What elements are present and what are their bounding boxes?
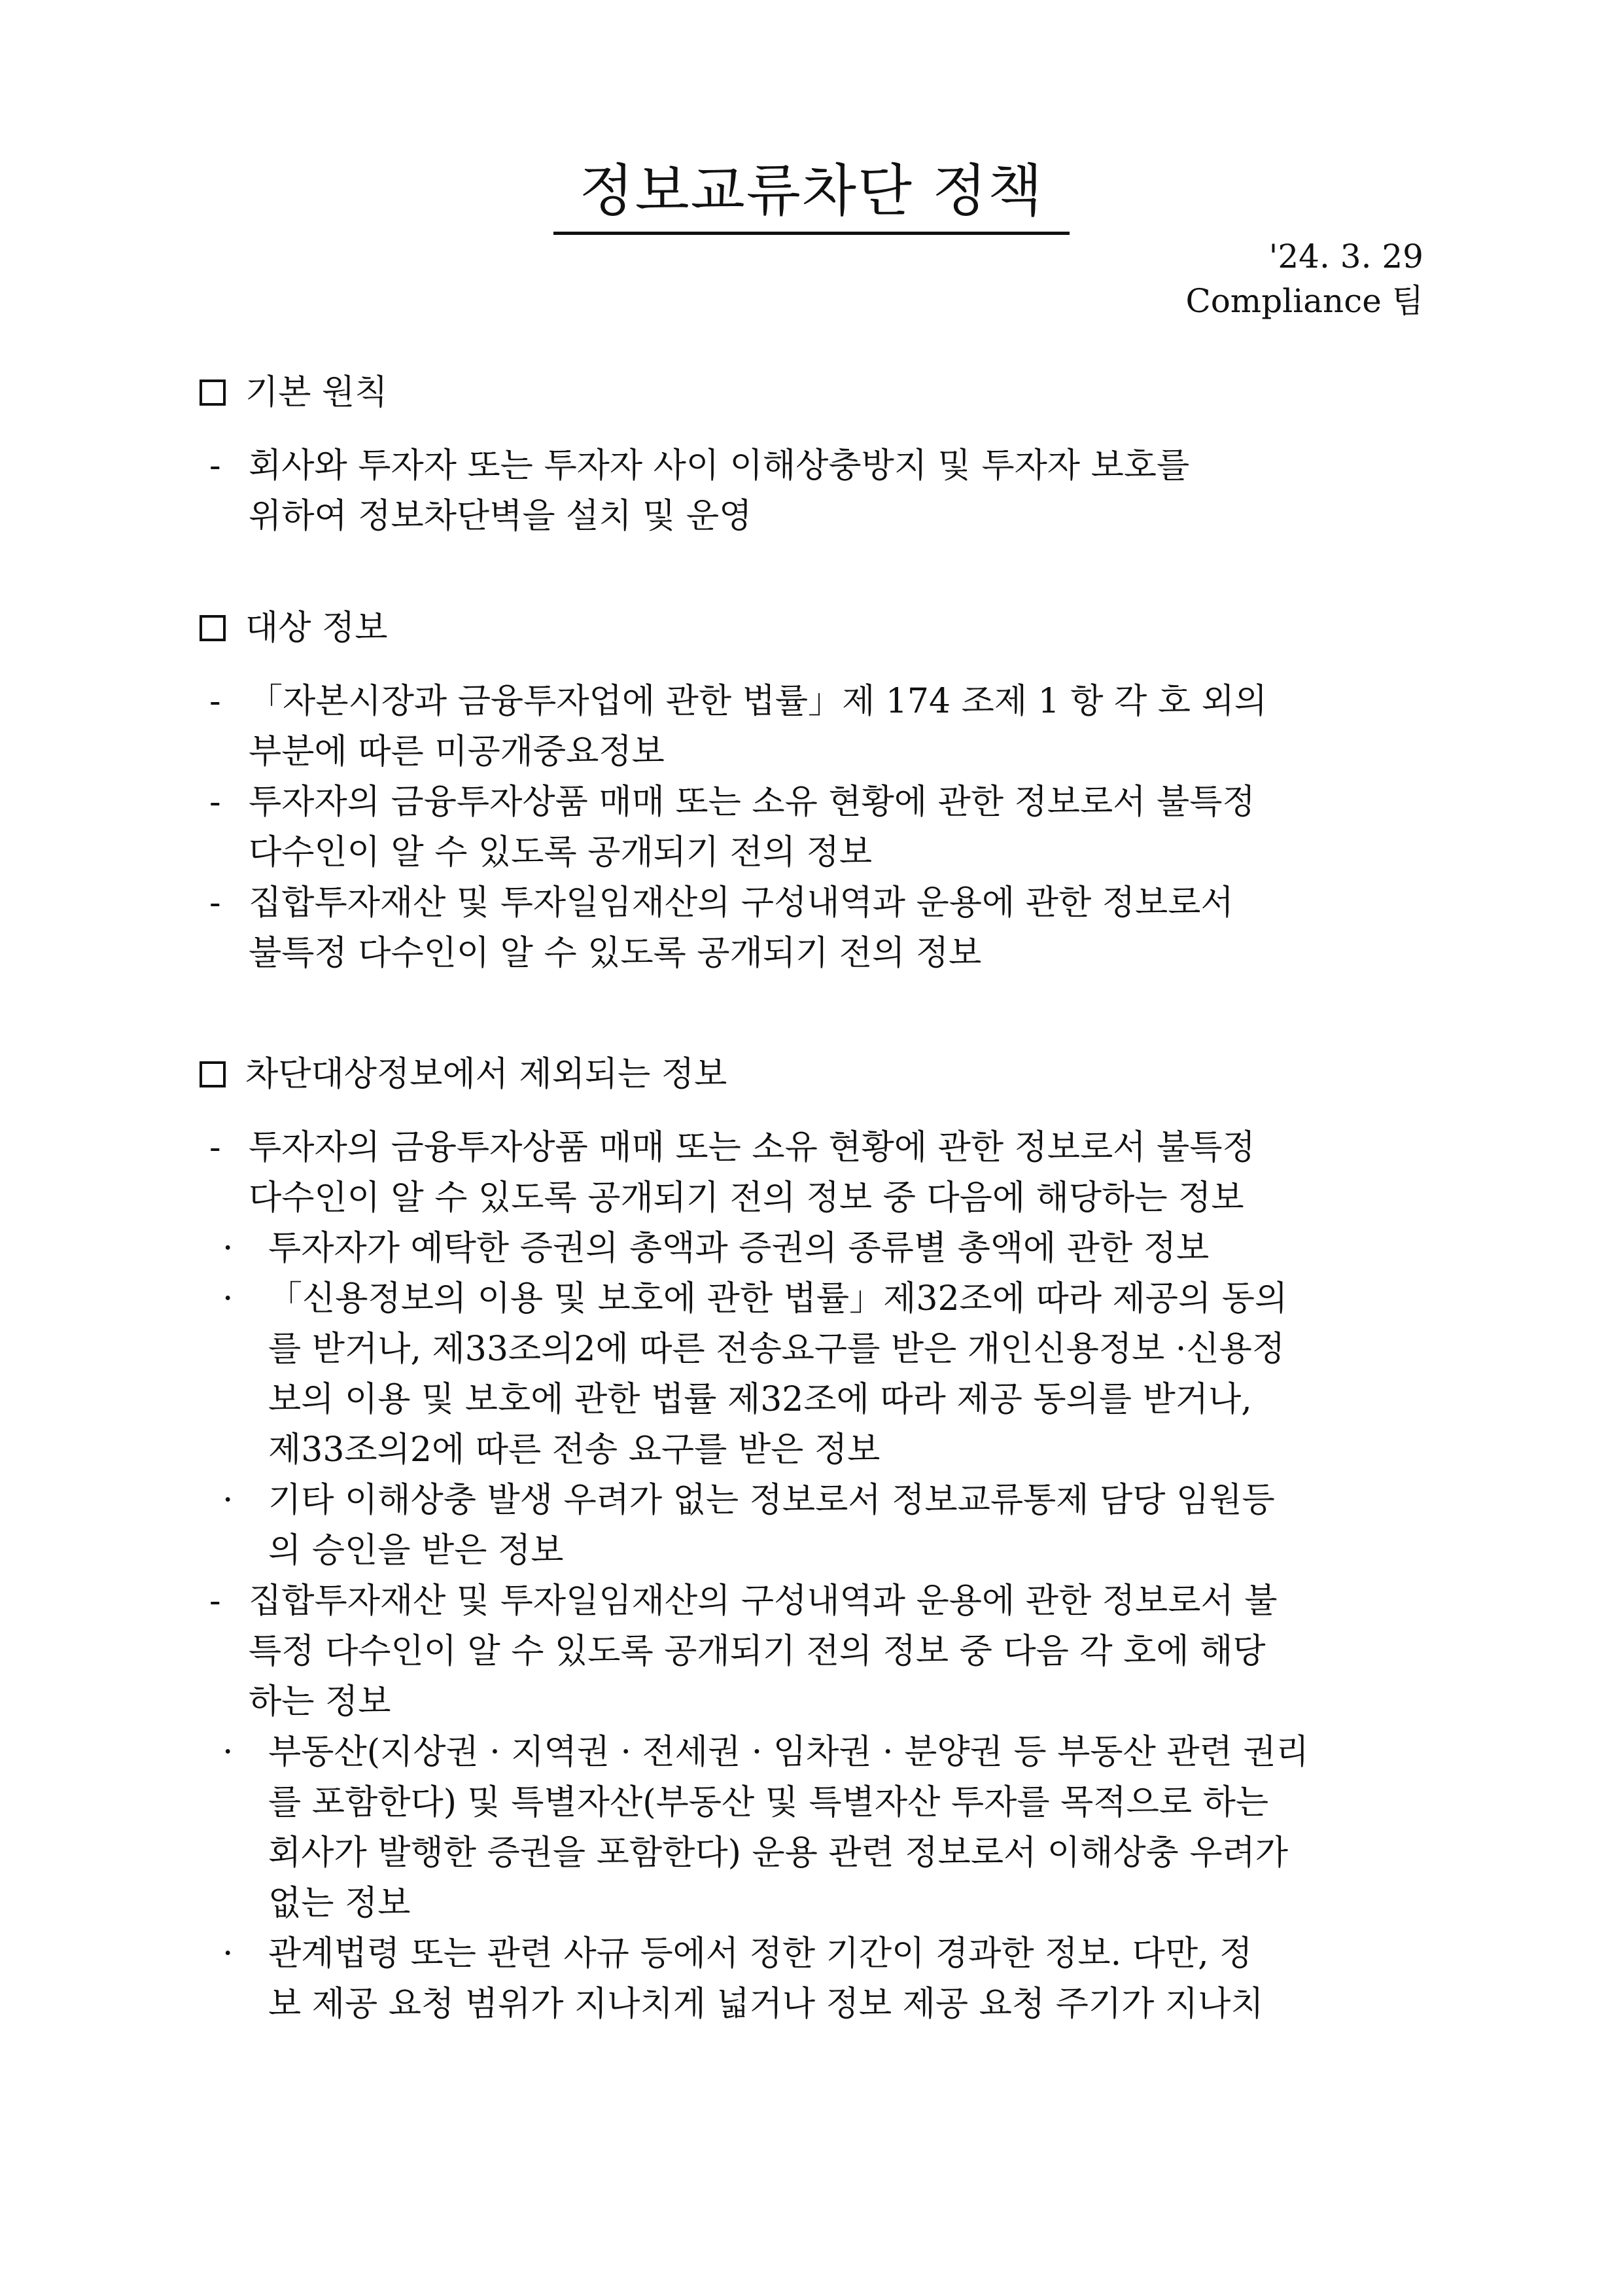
sub-list-item: · 기타 이해상충 발생 우려가 없는 정보로서 정보교류통제 담당 임원등	[222, 1481, 1275, 1520]
list-item: - 투자자의 금융투자상품 매매 또는 소유 현황에 관한 정보로서 불특정	[209, 1128, 1255, 1167]
list-item: - 투자자의 금융투자상품 매매 또는 소유 현황에 관한 정보로서 불특정	[209, 783, 1255, 822]
dash-mark: -	[209, 783, 221, 822]
section-heading-text: 대상 정보	[245, 609, 388, 648]
dot-mark: ·	[222, 1733, 234, 1772]
section-heading-excluded-info	[200, 1053, 727, 1095]
sub-list-item-continuation: 를 받거나, 제33조의2에 따른 전송요구를 받은 개인신용정보 ·신용정	[268, 1330, 1285, 1369]
list-item: - 집합투자재산 및 투자일임재산의 구성내역과 운용에 관한 정보로서 불	[209, 1581, 1278, 1621]
list-item-continuation: 위하여 정보차단벽을 설치 및 운영	[249, 497, 752, 536]
dash-mark: -	[209, 682, 221, 721]
list-item: - 집합투자재산 및 투자일임재산의 구성내역과 운용에 관한 정보로서	[209, 883, 1234, 923]
document-date: '24. 3. 29	[1268, 238, 1423, 275]
section-heading-text: 차단대상정보에서 제외되는 정보	[245, 1055, 727, 1094]
dash-mark: -	[209, 1128, 221, 1167]
sub-list-item: · 관계법령 또는 관련 사규 등에서 정한 기간이 경과한 정보. 다만, 정	[222, 1934, 1253, 1973]
list-item-continuation: 부분에 따른 미공개중요정보	[249, 732, 665, 771]
sub-list-item: · 「신용정보의 이용 및 보호에 관한 법률」제32조에 따라 제공의 동의	[222, 1279, 1288, 1318]
sub-list-item: · 투자자가 예탁한 증권의 총액과 증권의 종류별 총액에 관한 정보	[222, 1229, 1210, 1268]
sub-list-item-continuation: 의 승인을 받은 정보	[268, 1531, 564, 1570]
list-item: - 회사와 투자자 또는 투자자 사이 이해상충방지 및 투자자 보호를	[209, 446, 1190, 486]
sub-list-item-continuation: 없는 정보	[268, 1884, 411, 1923]
dash-mark: -	[209, 446, 221, 486]
sub-list-item-continuation: 회사가 발행한 증권을 포함한다) 운용 관련 정보로서 이해상충 우려가	[268, 1833, 1289, 1873]
section-heading-text: 기본 원칙	[245, 373, 388, 412]
checkbox-square-icon	[200, 380, 226, 406]
sub-list-item: · 부동산(지상권 · 지역권 · 전세권 · 임차권 · 분양권 등 부동산 관련 권리	[222, 1733, 1309, 1772]
dot-mark: ·	[222, 1934, 234, 1973]
dash-mark: -	[209, 1581, 221, 1621]
sub-list-item-continuation: 보 제공 요청 범위가 지나치게 넓거나 정보 제공 요청 주기가 지나치	[268, 1985, 1264, 2024]
document-title	[0, 152, 1623, 235]
dot-mark: ·	[222, 1229, 234, 1268]
dash-mark: -	[209, 883, 221, 923]
section-heading-basic-principle	[200, 372, 387, 414]
list-item-continuation: 특정 다수인이 알 수 있도록 공개되기 전의 정보 중 다음 각 호에 해당	[249, 1632, 1266, 1671]
sub-list-item-continuation: 제33조의2에 따른 전송 요구를 받은 정보	[268, 1430, 881, 1470]
checkbox-square-icon	[200, 1061, 226, 1087]
list-item-continuation: 다수인이 알 수 있도록 공개되기 전의 정보 중 다음에 해당하는 정보	[249, 1178, 1244, 1218]
list-item-continuation: 다수인이 알 수 있도록 공개되기 전의 정보	[249, 833, 873, 872]
list-item: - 「자본시장과 금융투자업에 관한 법률」제 174 조제 1 항 각 호 외의	[209, 682, 1267, 721]
sub-list-item-continuation: 보의 이용 및 보호에 관한 법률 제32조에 따라 제공 동의를 받거나,	[268, 1380, 1252, 1419]
dot-mark: ·	[222, 1279, 234, 1318]
document-team: Compliance 팀	[1185, 282, 1423, 320]
section-heading-target-info	[200, 607, 387, 649]
list-item-continuation: 불특정 다수인이 알 수 있도록 공개되기 전의 정보	[249, 934, 982, 973]
sub-list-item-continuation: 를 포함한다) 및 특별자산(부동산 및 특별자산 투자를 목적으로 하는	[268, 1783, 1269, 1822]
checkbox-square-icon	[200, 615, 226, 641]
document-title-text: 정보교류차단 정책	[553, 152, 1070, 235]
dot-mark: ·	[222, 1481, 234, 1520]
list-item-continuation: 하는 정보	[249, 1682, 391, 1722]
